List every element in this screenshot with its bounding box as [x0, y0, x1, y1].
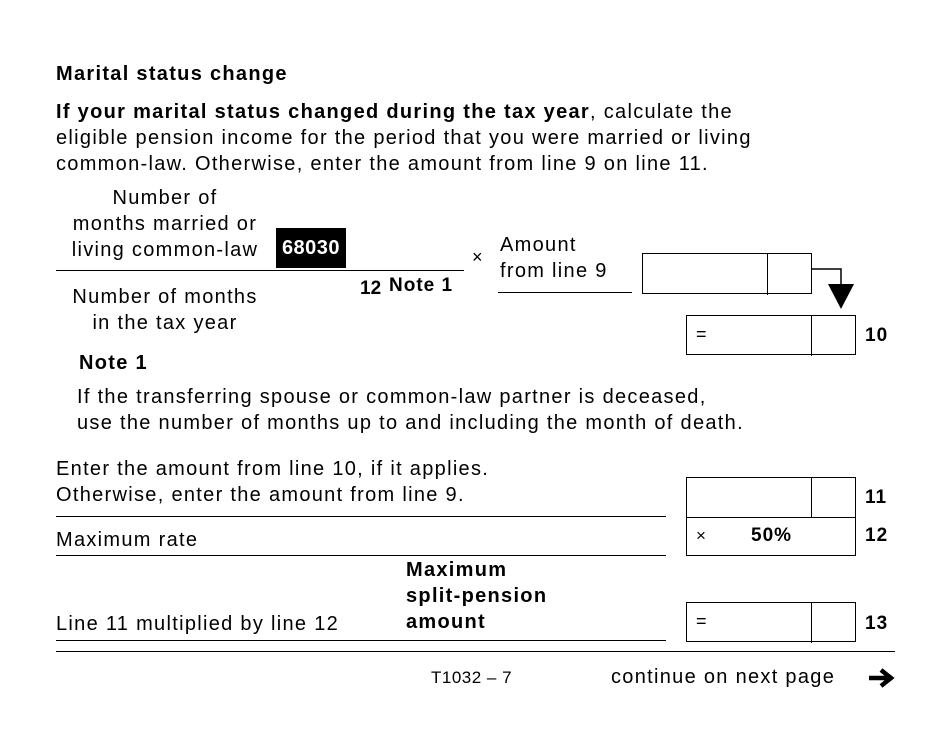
right-arrow-icon [867, 667, 895, 689]
amount-label-line-1: Amount [500, 234, 577, 256]
fraction-bar [56, 270, 464, 271]
footer-rule [56, 651, 895, 652]
line-10-field[interactable] [686, 315, 856, 355]
line-11-rule [56, 516, 666, 517]
months-married-input[interactable] [346, 228, 462, 268]
page-label: T1032 – 7 [431, 668, 513, 687]
line-11-label-1: Enter the amount from line 10, if it applies. [56, 458, 490, 480]
intro-line-3: common-law. Otherwise, enter the amount from line 9 on line 11. [56, 153, 709, 175]
arrow-down-icon [808, 262, 858, 312]
line-13-caption-3: amount [406, 611, 487, 633]
numerator-line-1: Number of [112, 187, 218, 209]
line-12-field [686, 517, 856, 556]
amount-label [500, 232, 608, 284]
numerator-line-3: living common-law [71, 239, 259, 261]
amount-underline [498, 292, 632, 293]
denominator-line-1: Number of months [72, 286, 258, 308]
line-13-operator: = [696, 611, 707, 631]
line-13-label: Line 11 multiplied by line 12 [56, 613, 340, 635]
intro-line-1 [56, 99, 733, 125]
intro-bold-text: If your marital status changed during the tax year [56, 101, 591, 123]
line-12-operator: × [696, 526, 706, 545]
line-13-caption-1: Maximum [406, 559, 508, 581]
line-10-value[interactable] [709, 316, 811, 353]
amount-cents-divider [767, 253, 768, 295]
note-1-title: Note 1 [79, 352, 148, 374]
denominator-value: 12 [360, 278, 382, 299]
line-number-11: 11 [865, 487, 888, 508]
denominator-label [56, 284, 274, 336]
line-12-rate: 50% [751, 525, 793, 546]
line-number-13: 13 [865, 613, 889, 634]
amount-label-line-2: from line 9 [500, 260, 608, 282]
line-13-cents-divider [811, 602, 812, 643]
line-11-label-2: Otherwise, enter the amount from line 9. [56, 484, 465, 506]
numerator-line-2: months married or [72, 213, 258, 235]
continue-text: continue on next page [611, 666, 836, 688]
numerator-label [56, 185, 274, 263]
line-13-value[interactable] [709, 603, 811, 640]
times-sign: × [472, 247, 483, 267]
field-code-badge: 68030 [276, 228, 346, 268]
line-number-12: 12 [865, 525, 889, 546]
amount-from-line-9-value[interactable] [643, 254, 769, 292]
amount-from-line-9-field[interactable] [642, 253, 812, 294]
line-12-rule [56, 555, 666, 556]
line-11-value[interactable] [687, 478, 813, 516]
line-10-cents-divider [811, 315, 812, 356]
line-number-10: 10 [865, 325, 889, 346]
line-11-cents-divider [811, 477, 812, 519]
note-1-line-2: use the number of months up to and including the month of death. [77, 412, 744, 434]
line-13-caption-2: split-pension [406, 585, 548, 607]
line-13-rule [56, 640, 666, 641]
line-12-label: Maximum rate [56, 529, 199, 551]
intro-line-2: eligible pension income for the period that you were married or living [56, 127, 752, 149]
denominator-line-2: in the tax year [92, 312, 238, 334]
section-title: Marital status change [56, 63, 288, 85]
intro-line-1-rest: , calculate the [590, 101, 733, 123]
line-13-field[interactable] [686, 602, 856, 642]
note-1-line-1: If the transferring spouse or common-law partner is deceased, [77, 386, 707, 408]
line-11-field[interactable] [686, 477, 856, 518]
line-10-equals: = [696, 324, 707, 344]
line-13-caption [406, 557, 547, 635]
denominator-note-ref: Note 1 [389, 275, 454, 296]
